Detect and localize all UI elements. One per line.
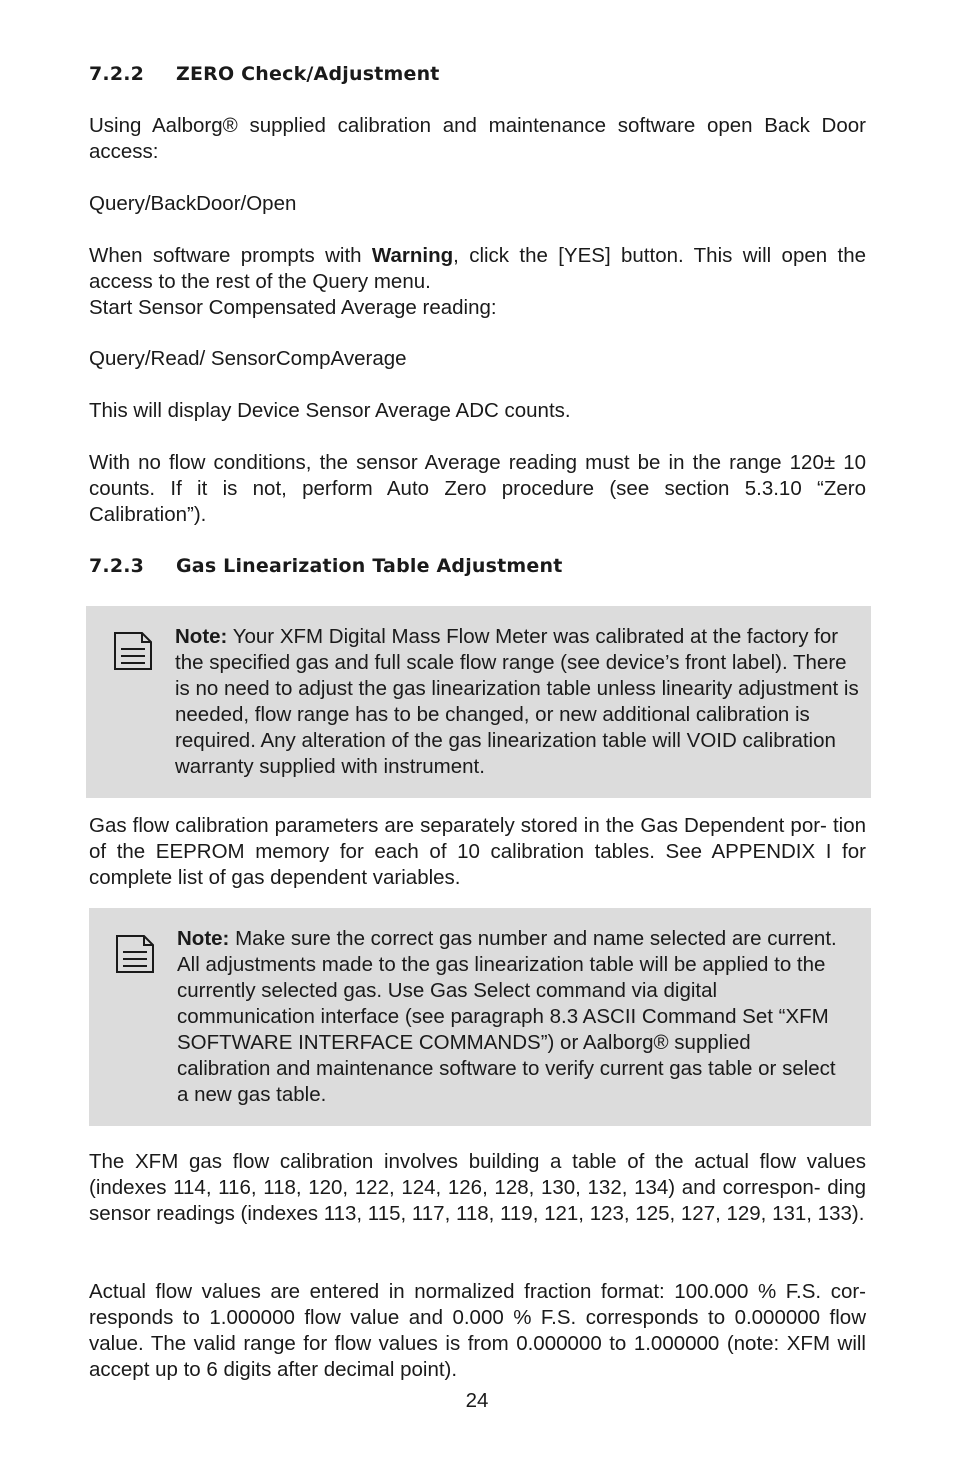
note-label: Note: bbox=[175, 625, 228, 648]
paragraph-gas-dependent: Gas flow calibration parameters are separately stored in the Gas Dependent por- tion of the EEPROM memory for each of 10 calibration tables. See APPENDIX I for complete list of gas dependent variables. bbox=[89, 814, 866, 889]
paragraph-flow-fraction: Actual flow values are entered in normalized fraction format: 100.000 % F.S. cor- responds to 1.000000 flow value and 0.000 % F.S. corresponds to 0.000000 flow value. The valid range for flow values is from 0.000000 to 1.000000 (note: XFM will accept up to 6 digits after decimal point). bbox=[89, 1280, 866, 1381]
section-title: Gas Linearization Table Adjustment bbox=[176, 555, 563, 577]
paragraph-backdoor-intro: Using Aalborg® supplied calibration and maintenance software open Back Door access: bbox=[89, 114, 866, 163]
paragraph-calibration-table: The XFM gas flow calibration involves building a table of the actual flow values (indexes 114, 116, 118, 120, 122, 124, 126, 128, 130, 132, 134) and correspon- ding sensor readings (indexes 113, 115, 117, 118, 119, 121, 123, 125, 127, 129, 131, 133). bbox=[89, 1150, 866, 1225]
paragraph-display-adc: This will display Device Sensor Average ADC counts. bbox=[89, 399, 571, 422]
section-number: 7.2.3 bbox=[89, 555, 145, 577]
section-number: 7.2.2 bbox=[89, 63, 145, 85]
note-box-calibration-warranty bbox=[86, 606, 871, 798]
note-icon bbox=[114, 933, 156, 975]
paragraph-warning-prompt: When software prompts with Warning, click the [YES] button. This will open the access to the rest of the Query menu. Start Sensor Compensated Average reading: bbox=[89, 244, 866, 319]
note-text: Note: Make sure the correct gas number and name selected are current. All adjustments made to the gas linearization table will be applied to the currently selected gas. Use Gas Select command via digital communication interface (see paragraph 8.3 ASCII Command Set “XFM SOFTWARE INTERFACE COMMANDS”) or Aalborg® supplied calibration and maintenance software to verify current gas table or select a new gas table. bbox=[177, 927, 837, 1106]
note-box-gas-selection bbox=[89, 908, 871, 1126]
paragraph-no-flow-range: With no flow conditions, the sensor Average reading must be in the range 120± 10 counts. If it is not, perform Auto Zero procedure (see section 5.3.10 “Zero Calibration”). bbox=[89, 451, 866, 526]
warning-keyword: Warning bbox=[371, 244, 454, 267]
section-heading-7-2-3 bbox=[89, 553, 866, 579]
section-title: ZERO Check/Adjustment bbox=[176, 63, 440, 85]
section-heading-7-2-2 bbox=[89, 61, 866, 87]
note-text: Note: Your XFM Digital Mass Flow Meter was calibrated at the factory for the specified gas and full scale flow range (see device’s front label). There is no need to adjust the gas linearization table unless linearity adjustment is needed, flow range has to be changed, or new additional calibration is required. Any alteration of the gas linearization table will VOID calibration warranty supplied with instrument. bbox=[175, 625, 859, 778]
command-backdoor-open: Query/BackDoor/Open bbox=[89, 192, 297, 215]
page-number: 24 bbox=[465, 1389, 489, 1412]
note-icon bbox=[112, 630, 154, 672]
command-sensor-comp-average: Query/Read/ SensorCompAverage bbox=[89, 347, 407, 370]
note-label: Note: bbox=[177, 927, 230, 950]
